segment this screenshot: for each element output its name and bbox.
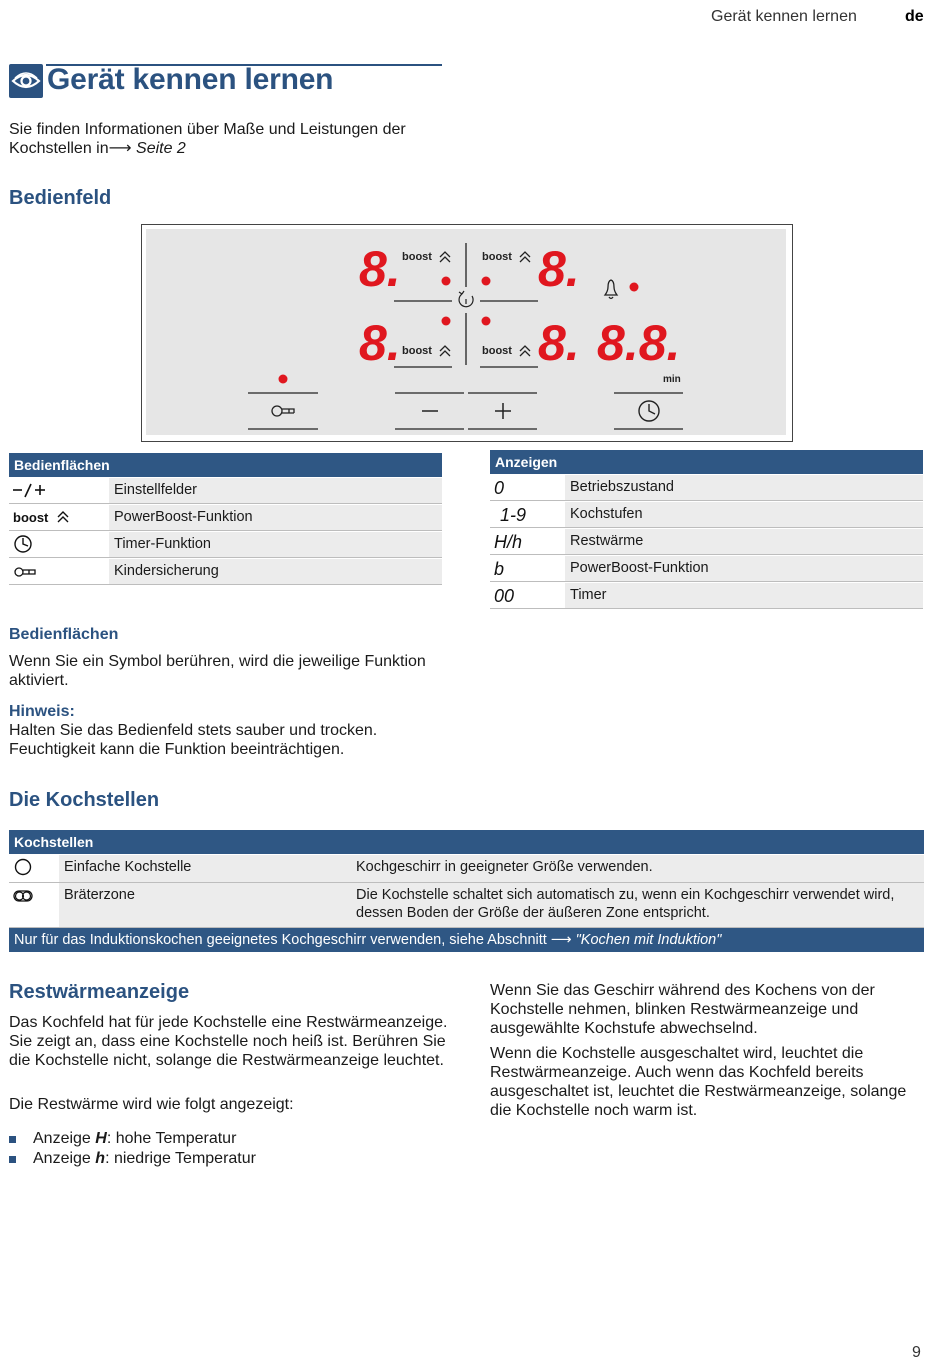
table-row xyxy=(490,583,923,609)
digit-timer: 8.8. xyxy=(597,315,681,371)
table-row xyxy=(9,505,442,531)
footer-text: Nur für das Induktionskochen geeignetes Kochgeschirr verwenden, siehe Abschnitt xyxy=(14,932,547,948)
table-cell: Die Kochstelle schaltet sich automatisch zu, wenn ein Kochgeschirr verwendet wird, dessen Boden der Größe der äußeren Zone entspricht. xyxy=(351,883,924,927)
digit-rear-left: 8. xyxy=(359,315,401,371)
minus-plus-icon xyxy=(9,478,109,503)
intro-text: Sie finden Informationen über Maße und Leistungen der Kochstellen in xyxy=(9,121,406,157)
bullet-icon xyxy=(9,1136,16,1143)
display-boost-symbol xyxy=(490,556,565,581)
footer-link[interactable]: "Kochen mit Induktion" xyxy=(575,932,722,948)
boost-label-4: boost xyxy=(482,345,512,357)
table-cell: Timer xyxy=(565,583,923,608)
table-row xyxy=(490,556,923,582)
list-item: Anzeige h: niedrige Temperatur xyxy=(33,1150,256,1167)
table-row xyxy=(9,532,442,558)
table-row xyxy=(9,883,924,928)
boost-label-2: boost xyxy=(482,251,512,263)
running-header-title: Gerät kennen lernen xyxy=(711,8,857,25)
heading-bedienflaechen: Bedienflächen xyxy=(9,626,119,643)
svg-text:0: 0 xyxy=(494,478,505,498)
restwaerme-p3: Wenn Sie das Geschirr während des Kochens von der Kochstelle nehmen, blinken Restwärmeanzeige und ausgewählte Kochstufe abwechselnd. xyxy=(490,982,875,1037)
boost-icon xyxy=(9,505,109,530)
minus-button[interactable] xyxy=(395,393,464,429)
display-zero-symbol xyxy=(490,475,565,500)
svg-text:boost: boost xyxy=(13,510,49,525)
plus-button[interactable] xyxy=(468,393,537,429)
heading-bedienfeld: Bedienfeld xyxy=(9,187,112,209)
key-lock-button[interactable] xyxy=(248,393,318,429)
intro-paragraph xyxy=(9,120,449,158)
page-number: 9 xyxy=(912,1344,921,1361)
table-cell: Timer-Funktion xyxy=(109,532,442,557)
arrow-icon: ⟶ xyxy=(550,932,572,948)
kochstellen-footer xyxy=(9,928,924,952)
table-cell: PowerBoost-Funktion xyxy=(109,505,442,530)
table-cell: Kindersicherung xyxy=(109,559,442,584)
control-panel xyxy=(146,229,786,435)
clock-icon xyxy=(9,532,109,557)
timer-button[interactable] xyxy=(614,393,683,429)
table-row xyxy=(490,475,923,501)
table-cell: Kochgeschirr in geeigneter Größe verwenden. xyxy=(351,855,924,882)
running-header xyxy=(0,7,950,29)
table-cell: Kochstufen xyxy=(565,502,923,527)
hint-label: Hinweis: xyxy=(9,703,75,720)
table-row xyxy=(9,855,924,883)
bedienflaechen-text: Wenn Sie ein Symbol berühren, wird die jeweilige Funktion aktiviert. xyxy=(9,653,426,689)
intro-page-link[interactable]: Seite 2 xyxy=(136,140,186,157)
restwaerme-p2: Die Restwärme wird wie folgt angezeigt: xyxy=(9,1096,294,1113)
table-row xyxy=(9,559,442,585)
display-levels-symbol xyxy=(490,502,565,527)
svg-text:H/h: H/h xyxy=(494,532,523,552)
min-label: min xyxy=(663,374,681,385)
table-cell: Restwärme xyxy=(565,529,923,554)
table-cell: Einstellfelder xyxy=(109,478,442,503)
page-title: Gerät kennen lernen xyxy=(47,63,334,96)
table-kochstellen-header: Kochstellen xyxy=(9,830,924,854)
svg-text:b: b xyxy=(494,559,505,579)
language-tag: de xyxy=(905,8,924,25)
arrow-icon: ⟶ xyxy=(108,140,132,157)
bullet-icon xyxy=(9,1156,16,1163)
hint-text: Halten Sie das Bedienfeld stets sauber und trocken. Feuchtigkeit kann die Funktion beeinträchtigen. xyxy=(9,722,378,758)
table-row xyxy=(490,529,923,555)
table-cell: Bräterzone xyxy=(59,883,351,927)
heading-kochstellen: Die Kochstellen xyxy=(9,789,160,811)
display-timer-symbol xyxy=(490,583,565,608)
roaster-zone-icon xyxy=(9,883,59,927)
boost-label-1: boost xyxy=(402,251,432,263)
table-row xyxy=(490,502,923,528)
table-anzeigen-header: Anzeigen xyxy=(490,450,923,474)
table-cell: PowerBoost-Funktion xyxy=(565,556,923,581)
digit-rear-right: 8. xyxy=(538,315,580,371)
table-row xyxy=(9,478,442,504)
single-zone-icon xyxy=(9,855,59,882)
boost-label-3: boost xyxy=(402,345,432,357)
table-cell: Einfache Kochstelle xyxy=(59,855,351,882)
list-item: Anzeige H: hohe Temperatur xyxy=(33,1130,237,1147)
svg-text:00: 00 xyxy=(494,586,515,606)
heading-restwaerme: Restwärmeanzeige xyxy=(9,981,190,1003)
eye-icon xyxy=(9,64,43,98)
restwaerme-p1: Das Kochfeld hat für jede Kochstelle eine Restwärmeanzeige. Sie zeigt an, dass eine Kochstelle noch heiß ist. Berühren Sie die Kochstelle nicht, solange die Restwärmeanzeige leuchtet. xyxy=(9,1014,448,1069)
table-bedienflaechen-header: Bedienflächen xyxy=(9,453,442,477)
key-icon xyxy=(9,559,109,584)
display-residual-symbol xyxy=(490,529,565,554)
svg-text:1-9: 1-9 xyxy=(500,505,527,525)
table-cell: Betriebszustand xyxy=(565,475,923,500)
restwaerme-p4: Wenn die Kochstelle ausgeschaltet wird, leuchtet die Restwärmeanzeige. Auch wenn das Kochfeld bereits ausgeschaltet ist, leuchtet die Restwärmeanzeige, solange die Kochstelle noch warm ist. xyxy=(490,1045,907,1119)
digit-front-left: 8. xyxy=(359,241,401,297)
digit-front-right: 8. xyxy=(538,241,580,297)
